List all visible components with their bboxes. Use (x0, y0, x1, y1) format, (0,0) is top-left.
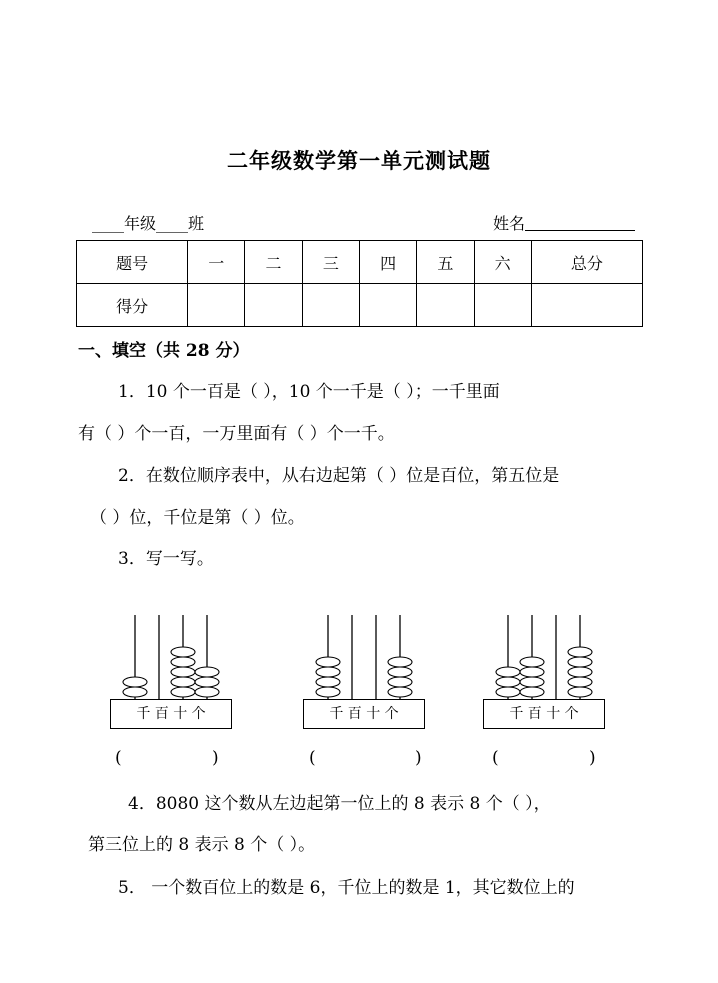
score-cell[interactable] (531, 284, 642, 327)
score-header-row (77, 241, 643, 284)
answer-close-2: ) (415, 748, 422, 768)
abacus-bead (520, 677, 544, 687)
abacus-bead (316, 687, 340, 697)
abacus-bead (195, 667, 219, 677)
page-title: 二年级数学第一单元测试题 (227, 148, 491, 173)
score-value-row (77, 284, 643, 327)
name-label: 姓名 (493, 214, 526, 233)
name-field (493, 211, 635, 234)
question-4-line-2: 第三位上的 8 表示 8 个（ ）。 (88, 835, 316, 855)
score-table (76, 240, 643, 327)
abacus-bead (388, 677, 412, 687)
abacus-bead (123, 687, 147, 697)
score-header-cell: 题号 (77, 241, 188, 284)
score-header-cell: 四 (359, 241, 416, 284)
abacus-bead (171, 647, 195, 657)
abacus-bead (496, 677, 520, 687)
abacus-bead (520, 687, 544, 697)
abacus-bead (496, 667, 520, 677)
abacus-1 (110, 612, 232, 730)
abacus-bead (316, 657, 340, 667)
abacus-bead (568, 677, 592, 687)
abacus-frame: 千 百 十 个 (483, 699, 605, 729)
abacus-bead (171, 677, 195, 687)
score-header-cell: 五 (417, 241, 474, 284)
answer-open-3: ( (492, 748, 499, 768)
score-header-cell: 三 (302, 241, 359, 284)
abacus-rods (303, 612, 425, 702)
abacus-bead (388, 667, 412, 677)
abacus-frame: 千 百 十 个 (303, 699, 425, 729)
abacus-bead (316, 677, 340, 687)
answer-open-1: ( (115, 748, 122, 768)
question-1-line-1: 1．10 个一百是（ ），10 个一千是（ ）；一千里面 (118, 382, 500, 402)
abacus-bead (388, 687, 412, 697)
abacus-bead (568, 667, 592, 677)
abacus-bead (195, 687, 219, 697)
score-row-label: 得分 (77, 284, 188, 327)
score-header-cell: 一 (188, 241, 245, 284)
abacus-frame: 千 百 十 个 (110, 699, 232, 729)
question-4-line-1: 4．8080 这个数从左边起第一位上的 8 表示 8 个（ ）， (128, 794, 551, 814)
abacus-rods (110, 612, 232, 702)
abacus-bead (171, 687, 195, 697)
abacus-bead (171, 657, 195, 667)
abacus-3 (483, 612, 605, 730)
question-2-line-1: 2．在数位顺序表中，从右边起第（ ）位是百位，第五位是 (118, 466, 560, 486)
abacus-bead (171, 667, 195, 677)
question-1-line-2: 有（ ）个一百，一万里面有（ ）个一千。 (78, 424, 395, 444)
question-5-line-1: 5． 一个数百位上的数是 6，千位上的数是 1，其它数位上的 (118, 878, 575, 898)
score-cell[interactable] (474, 284, 531, 327)
class-field: ____年级____班 (92, 214, 205, 233)
score-header-cell: 六 (474, 241, 531, 284)
answer-open-2: ( (309, 748, 316, 768)
score-cell[interactable] (302, 284, 359, 327)
question-2-line-2: （ ）位，千位是第（ ）位。 (90, 508, 305, 528)
abacus-bead (123, 677, 147, 687)
abacus-bead (568, 657, 592, 667)
abacus-bead (568, 687, 592, 697)
abacus-bead (496, 687, 520, 697)
abacus-rods (483, 612, 605, 702)
name-blank (525, 230, 635, 231)
score-cell[interactable] (417, 284, 474, 327)
abacus-2 (303, 612, 425, 730)
abacus-bead (195, 677, 219, 687)
score-cell[interactable] (245, 284, 302, 327)
question-3: 3．写一写。 (118, 549, 214, 569)
abacus-bead (568, 647, 592, 657)
section-heading: 一、填空（共 28 分） (78, 341, 250, 361)
score-cell[interactable] (188, 284, 245, 327)
score-header-cell: 总分 (531, 241, 642, 284)
abacus-bead (388, 657, 412, 667)
score-cell[interactable] (359, 284, 416, 327)
answer-close-1: ) (212, 748, 219, 768)
abacus-bead (520, 667, 544, 677)
answer-close-3: ) (589, 748, 596, 768)
abacus-bead (520, 657, 544, 667)
score-header-cell: 二 (245, 241, 302, 284)
abacus-bead (316, 667, 340, 677)
